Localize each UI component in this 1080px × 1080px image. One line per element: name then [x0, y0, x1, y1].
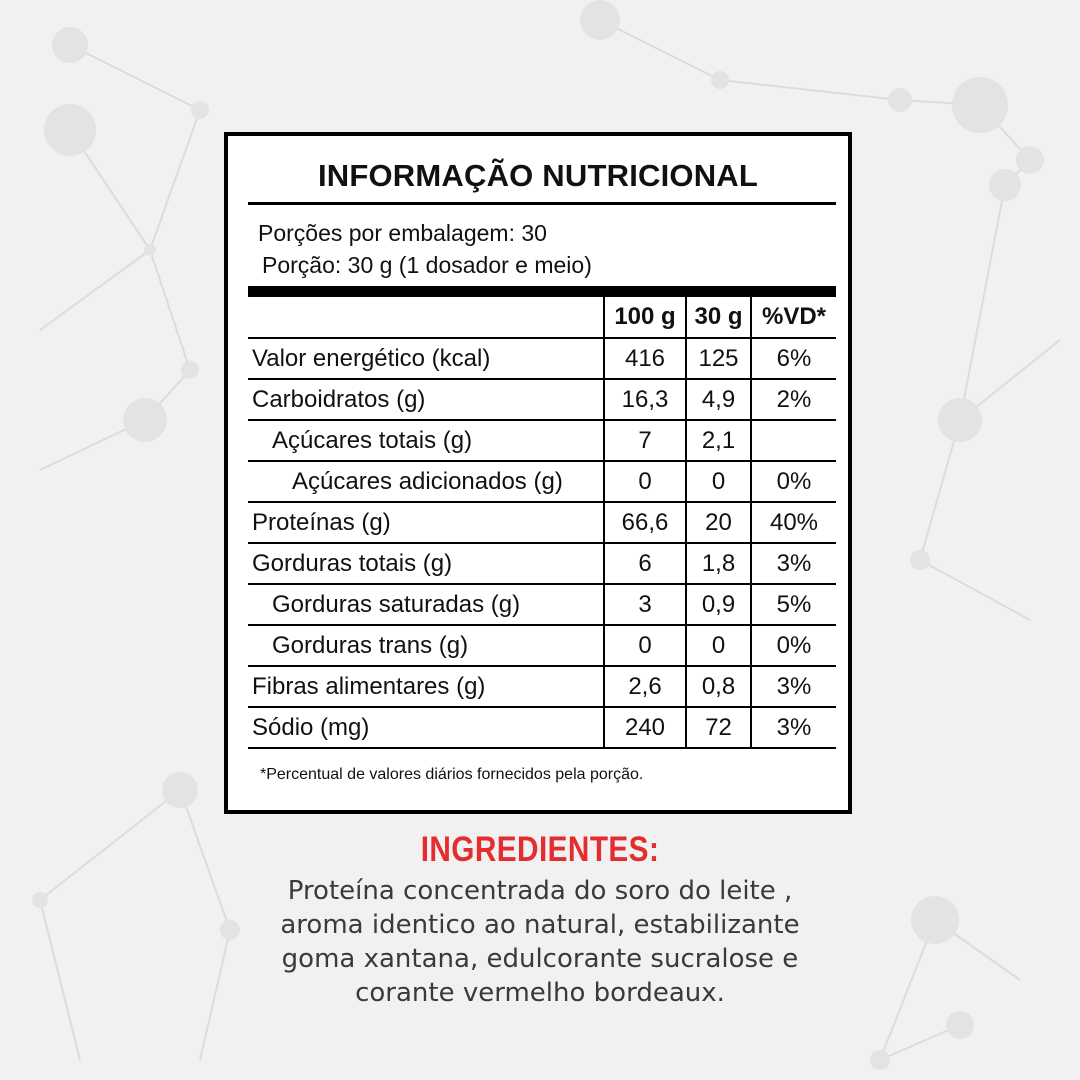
value-30g: 1,8 — [686, 543, 751, 584]
value-30g: 125 — [686, 338, 751, 379]
header-vd: %VD* — [751, 297, 836, 338]
value-100g: 7 — [604, 420, 686, 461]
value-vd: 0% — [751, 625, 836, 666]
ingredients-title: INGREDIENTES: — [420, 830, 660, 869]
value-vd: 40% — [751, 502, 836, 543]
value-30g: 0 — [686, 461, 751, 502]
table-row — [248, 543, 836, 584]
nutrient-name: Valor energético (kcal) — [248, 338, 604, 379]
table-row — [248, 420, 836, 461]
value-30g: 20 — [686, 502, 751, 543]
nutrition-table — [248, 297, 836, 749]
ingredients-text — [200, 874, 880, 1010]
servings-per-package: Porções por embalagem: 30 — [258, 220, 547, 246]
nutrient-name: Gorduras totais (g) — [248, 543, 604, 584]
header-blank — [248, 297, 604, 338]
value-100g: 416 — [604, 338, 686, 379]
value-30g: 0,8 — [686, 666, 751, 707]
value-vd: 3% — [751, 543, 836, 584]
value-vd: 0% — [751, 461, 836, 502]
nutrient-name: Sódio (mg) — [248, 707, 604, 748]
value-vd: 3% — [751, 707, 836, 748]
table-row — [248, 625, 836, 666]
ingredients-line: corante vermelho bordeaux. — [355, 978, 725, 1008]
value-30g: 4,9 — [686, 379, 751, 420]
title-divider — [248, 202, 836, 205]
table-row — [248, 584, 836, 625]
table-row — [248, 379, 836, 420]
nutrition-title: INFORMAÇÃO NUTRICIONAL — [317, 158, 759, 193]
table-row — [248, 461, 836, 502]
value-100g: 240 — [604, 707, 686, 748]
value-100g: 0 — [604, 461, 686, 502]
table-row — [248, 338, 836, 379]
ingredients-line: aroma identico ao natural, estabilizante — [280, 910, 800, 940]
serving-size: Porção: 30 g (1 dosador e meio) — [262, 252, 592, 278]
nutrient-name: Fibras alimentares (g) — [248, 666, 604, 707]
nutrient-name: Gorduras saturadas (g) — [248, 584, 604, 625]
value-100g: 16,3 — [604, 379, 686, 420]
value-100g: 6 — [604, 543, 686, 584]
value-vd: 3% — [751, 666, 836, 707]
value-30g: 0,9 — [686, 584, 751, 625]
table-row — [248, 666, 836, 707]
header-30g: 30 g — [686, 297, 751, 338]
header-100g: 100 g — [604, 297, 686, 338]
ingredients-line: Proteína concentrada do soro do leite , — [287, 876, 793, 906]
ingredients-line: goma xantana, edulcorante sucralose e — [281, 944, 799, 974]
value-100g: 0 — [604, 625, 686, 666]
value-30g: 2,1 — [686, 420, 751, 461]
nutrient-name: Gorduras trans (g) — [248, 625, 604, 666]
nutrient-name: Proteínas (g) — [248, 502, 604, 543]
value-100g: 66,6 — [604, 502, 686, 543]
value-vd: 2% — [751, 379, 836, 420]
value-30g: 0 — [686, 625, 751, 666]
table-header-row — [248, 297, 836, 338]
header-thick-divider — [248, 286, 836, 297]
nutrition-facts-panel — [224, 132, 852, 814]
footnote: *Percentual de valores diários fornecidos pela porção. — [260, 766, 644, 783]
table-row — [248, 502, 836, 543]
nutrient-name: Carboidratos (g) — [248, 379, 604, 420]
value-vd: 5% — [751, 584, 836, 625]
nutrient-name: Açúcares adicionados (g) — [248, 461, 604, 502]
nutrient-name: Açúcares totais (g) — [248, 420, 604, 461]
table-row — [248, 707, 836, 748]
value-30g: 72 — [686, 707, 751, 748]
value-100g: 2,6 — [604, 666, 686, 707]
value-vd — [751, 420, 836, 461]
value-vd: 6% — [751, 338, 836, 379]
value-100g: 3 — [604, 584, 686, 625]
